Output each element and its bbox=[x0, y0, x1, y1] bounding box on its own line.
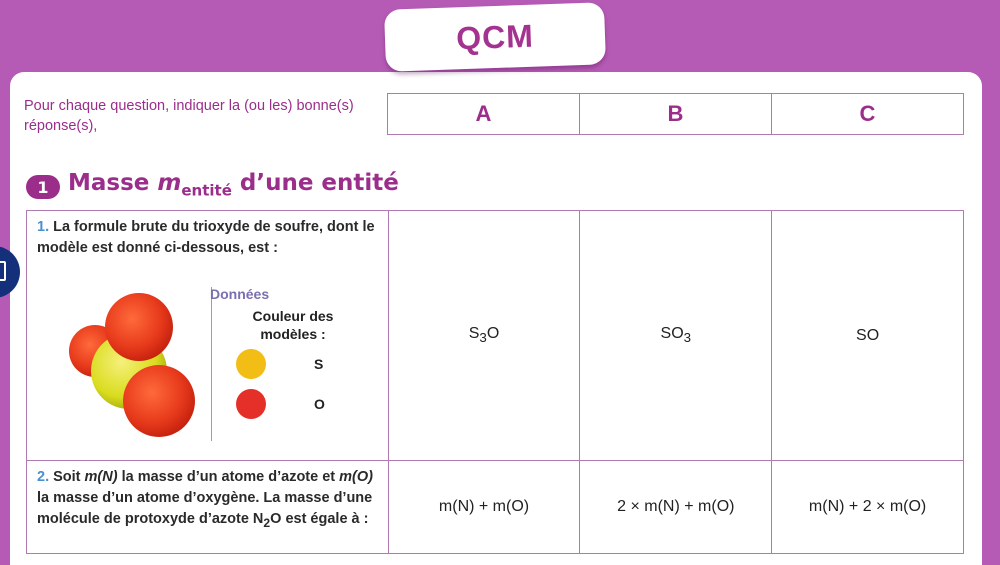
donnees-title: Données bbox=[210, 286, 270, 302]
question-1-number: 1. bbox=[37, 219, 50, 235]
section-title-post: d’une entité bbox=[239, 170, 399, 196]
question-row-2 bbox=[27, 461, 964, 554]
section-number: 1 bbox=[26, 175, 60, 199]
yellow-dot-icon bbox=[236, 349, 266, 379]
legend-heading: Couleur des modèles : bbox=[252, 308, 334, 342]
donnees-box bbox=[211, 287, 361, 441]
questions-table bbox=[26, 210, 964, 554]
red-dot-icon bbox=[236, 389, 266, 419]
answer-1a[interactable]: $S_3O$ bbox=[388, 211, 580, 461]
column-b: B bbox=[580, 94, 772, 135]
answer-2a[interactable]: m(N) + m(O) bbox=[388, 461, 580, 554]
section-symbol: $m_{entité}$ bbox=[157, 170, 232, 200]
qcm-badge bbox=[384, 2, 606, 72]
legend-item-s: S bbox=[236, 349, 346, 379]
section-heading bbox=[26, 170, 399, 200]
answer-columns-header bbox=[387, 93, 964, 135]
legend-item-o: O bbox=[236, 389, 346, 419]
answer-2b[interactable]: 2 × m(N) + m(O) bbox=[580, 461, 772, 554]
oxygen-atom-bottom bbox=[123, 365, 195, 437]
section-title-pre: Masse bbox=[68, 170, 150, 196]
column-a: A bbox=[388, 94, 580, 135]
answer-1c[interactable]: SO bbox=[772, 211, 964, 461]
qcm-title: QCM bbox=[455, 17, 535, 56]
question-1-text: La formule brute du trioxyde de soufre, dont le modèle est donné ci-dessous, est : bbox=[37, 219, 375, 256]
answer-1b[interactable]: $SO_3$ bbox=[580, 211, 772, 461]
so3-molecule-model bbox=[67, 289, 197, 439]
oxygen-atom-top bbox=[105, 293, 173, 361]
question-row-1 bbox=[27, 211, 964, 461]
instruction-text: Pour chaque question, indiquer la (ou les) bonne(s) réponse(s), bbox=[24, 98, 354, 134]
column-c: C bbox=[772, 94, 964, 135]
answer-2c[interactable]: m(N) + 2 × m(O) bbox=[772, 461, 964, 554]
question-1-cell bbox=[27, 211, 389, 461]
question-2-cell: 2. Soit m(N) la masse d’un atome d’azote et m(O) la masse d’un atome d’oxygène. La masse d’une molécule de protoxyde d’azote $N_2O$ est égale à : bbox=[27, 461, 389, 554]
question-2-number: 2. bbox=[37, 469, 50, 485]
